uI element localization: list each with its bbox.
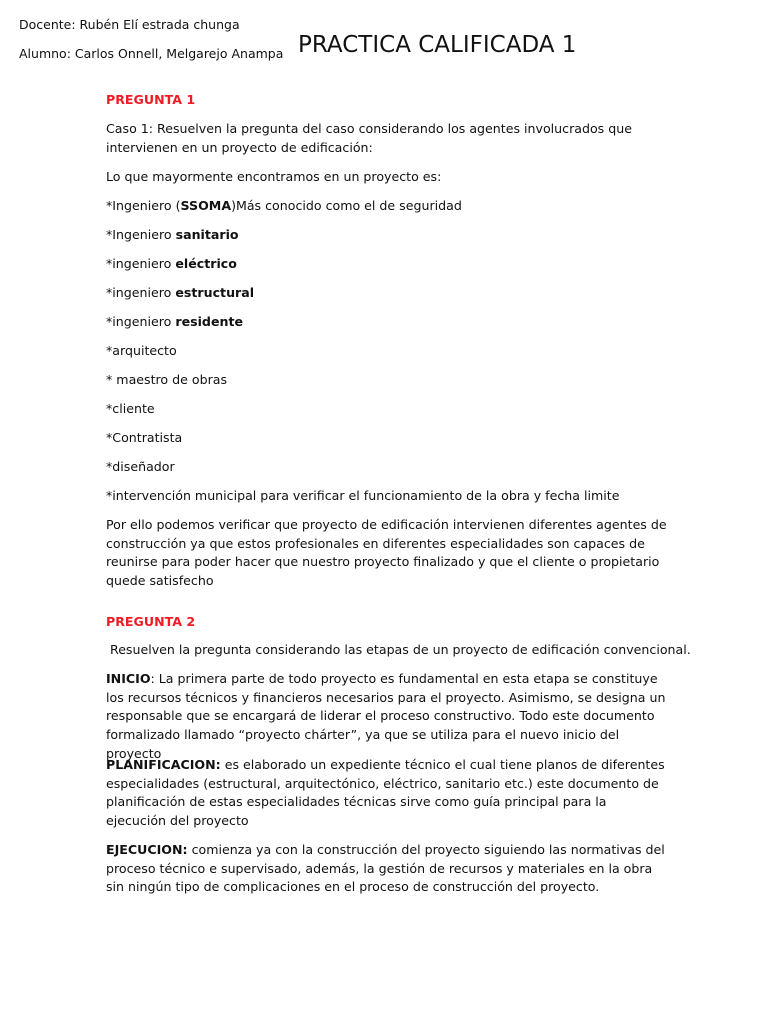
question-1-intro: Lo que mayormente encontramos en un proyecto es: xyxy=(106,169,442,184)
agent-prefix: *Contratista xyxy=(106,430,183,445)
stage-text: comienza ya con la construcción del proyecto siguiendo las normativas del proceso técnico e supervisado, además, la gestión de recursos y materiales en la obra sin ningún tipo de complicaciones en el proceso de construcción del proyecto. xyxy=(106,842,665,895)
agent-item xyxy=(106,458,668,477)
stage-name: PLANIFICACION: xyxy=(106,757,221,772)
stage-text: : La primera parte de todo proyecto es fundamental en esta etapa se constituye los recursos técnicos y financieros necesarios para el proyecto. Asimismo, se designa un responsable que se encargará de liderar el proceso constructivo. Todo este documento formalizado llamado “proyecto chárter”, ya que se utiliza para el nuevo inicio del proyecto xyxy=(106,671,666,761)
teacher-name: Docente: Rubén Elí estrada chunga xyxy=(19,17,240,32)
agent-highlight: SSOMA xyxy=(180,198,232,213)
agent-prefix: *ingeniero xyxy=(106,285,176,300)
agent-item xyxy=(106,371,668,390)
question-2-heading: PREGUNTA 2 xyxy=(106,614,196,629)
agent-item xyxy=(106,400,668,419)
question-1-conclusion: Por ello podemos verificar que proyecto de edificación intervienen diferentes agentes de construcción ya que estos profesionales en diferentes especialidades son capaces de reunirse para poder hacer que nuestro proyecto finalizado y que el cliente o propietario quede satisfecho xyxy=(106,517,667,589)
stage-paragraph-ejecucion xyxy=(106,841,668,897)
agent-suffix: )Más conocido como el de seguridad xyxy=(231,198,462,213)
agent-item xyxy=(106,429,668,448)
agent-prefix: *ingeniero xyxy=(106,256,176,271)
agent-item xyxy=(106,487,668,506)
agent-prefix: *arquitecto xyxy=(106,343,177,358)
agent-highlight: estructural xyxy=(175,285,255,300)
agent-item xyxy=(106,197,668,216)
page-title: PRACTICA CALIFICADA 1 xyxy=(298,32,577,58)
agent-highlight: eléctrico xyxy=(175,256,237,271)
agent-prefix: *cliente xyxy=(106,401,155,416)
stage-name: INICIO xyxy=(106,671,151,686)
stage-text: es elaborado un expediente técnico el cual tiene planos de diferentes especialidades (estructural, arquitectónico, eléctrico, sanitario etc.) este documento de planificación de estas especialidades técnicas sirve como guía principal para la ejecución del proyecto xyxy=(106,757,665,829)
stage-paragraph-inicio xyxy=(106,670,668,764)
question-1-case-text: Caso 1: Resuelven la pregunta del caso considerando los agentes involucrados que intervienen en un proyecto de edificación: xyxy=(106,121,632,155)
agent-item xyxy=(106,284,668,303)
agent-prefix: * maestro de obras xyxy=(106,372,228,387)
agent-item xyxy=(106,226,668,245)
stage-name: EJECUCION: xyxy=(106,842,188,857)
agent-highlight: sanitario xyxy=(175,227,239,242)
question-2-prompt: Resuelven la pregunta considerando las etapas de un proyecto de edificación convencional. xyxy=(106,642,691,657)
agent-item xyxy=(106,313,668,332)
stage-paragraph-planificacion xyxy=(106,756,668,831)
agent-prefix: *intervención municipal para verificar el funcionamiento de la obra y fecha limite xyxy=(106,488,620,503)
question-1-heading: PREGUNTA 1 xyxy=(106,92,196,107)
agent-prefix: *diseñador xyxy=(106,459,175,474)
agent-prefix: *ingeniero xyxy=(106,314,176,329)
agent-item xyxy=(106,342,668,361)
agent-prefix: *Ingeniero ( xyxy=(106,198,181,213)
agent-item xyxy=(106,255,668,274)
agent-prefix: *Ingeniero xyxy=(106,227,176,242)
student-name: Alumno: Carlos Onnell, Melgarejo Anampa xyxy=(19,46,284,61)
agent-highlight: residente xyxy=(175,314,244,329)
